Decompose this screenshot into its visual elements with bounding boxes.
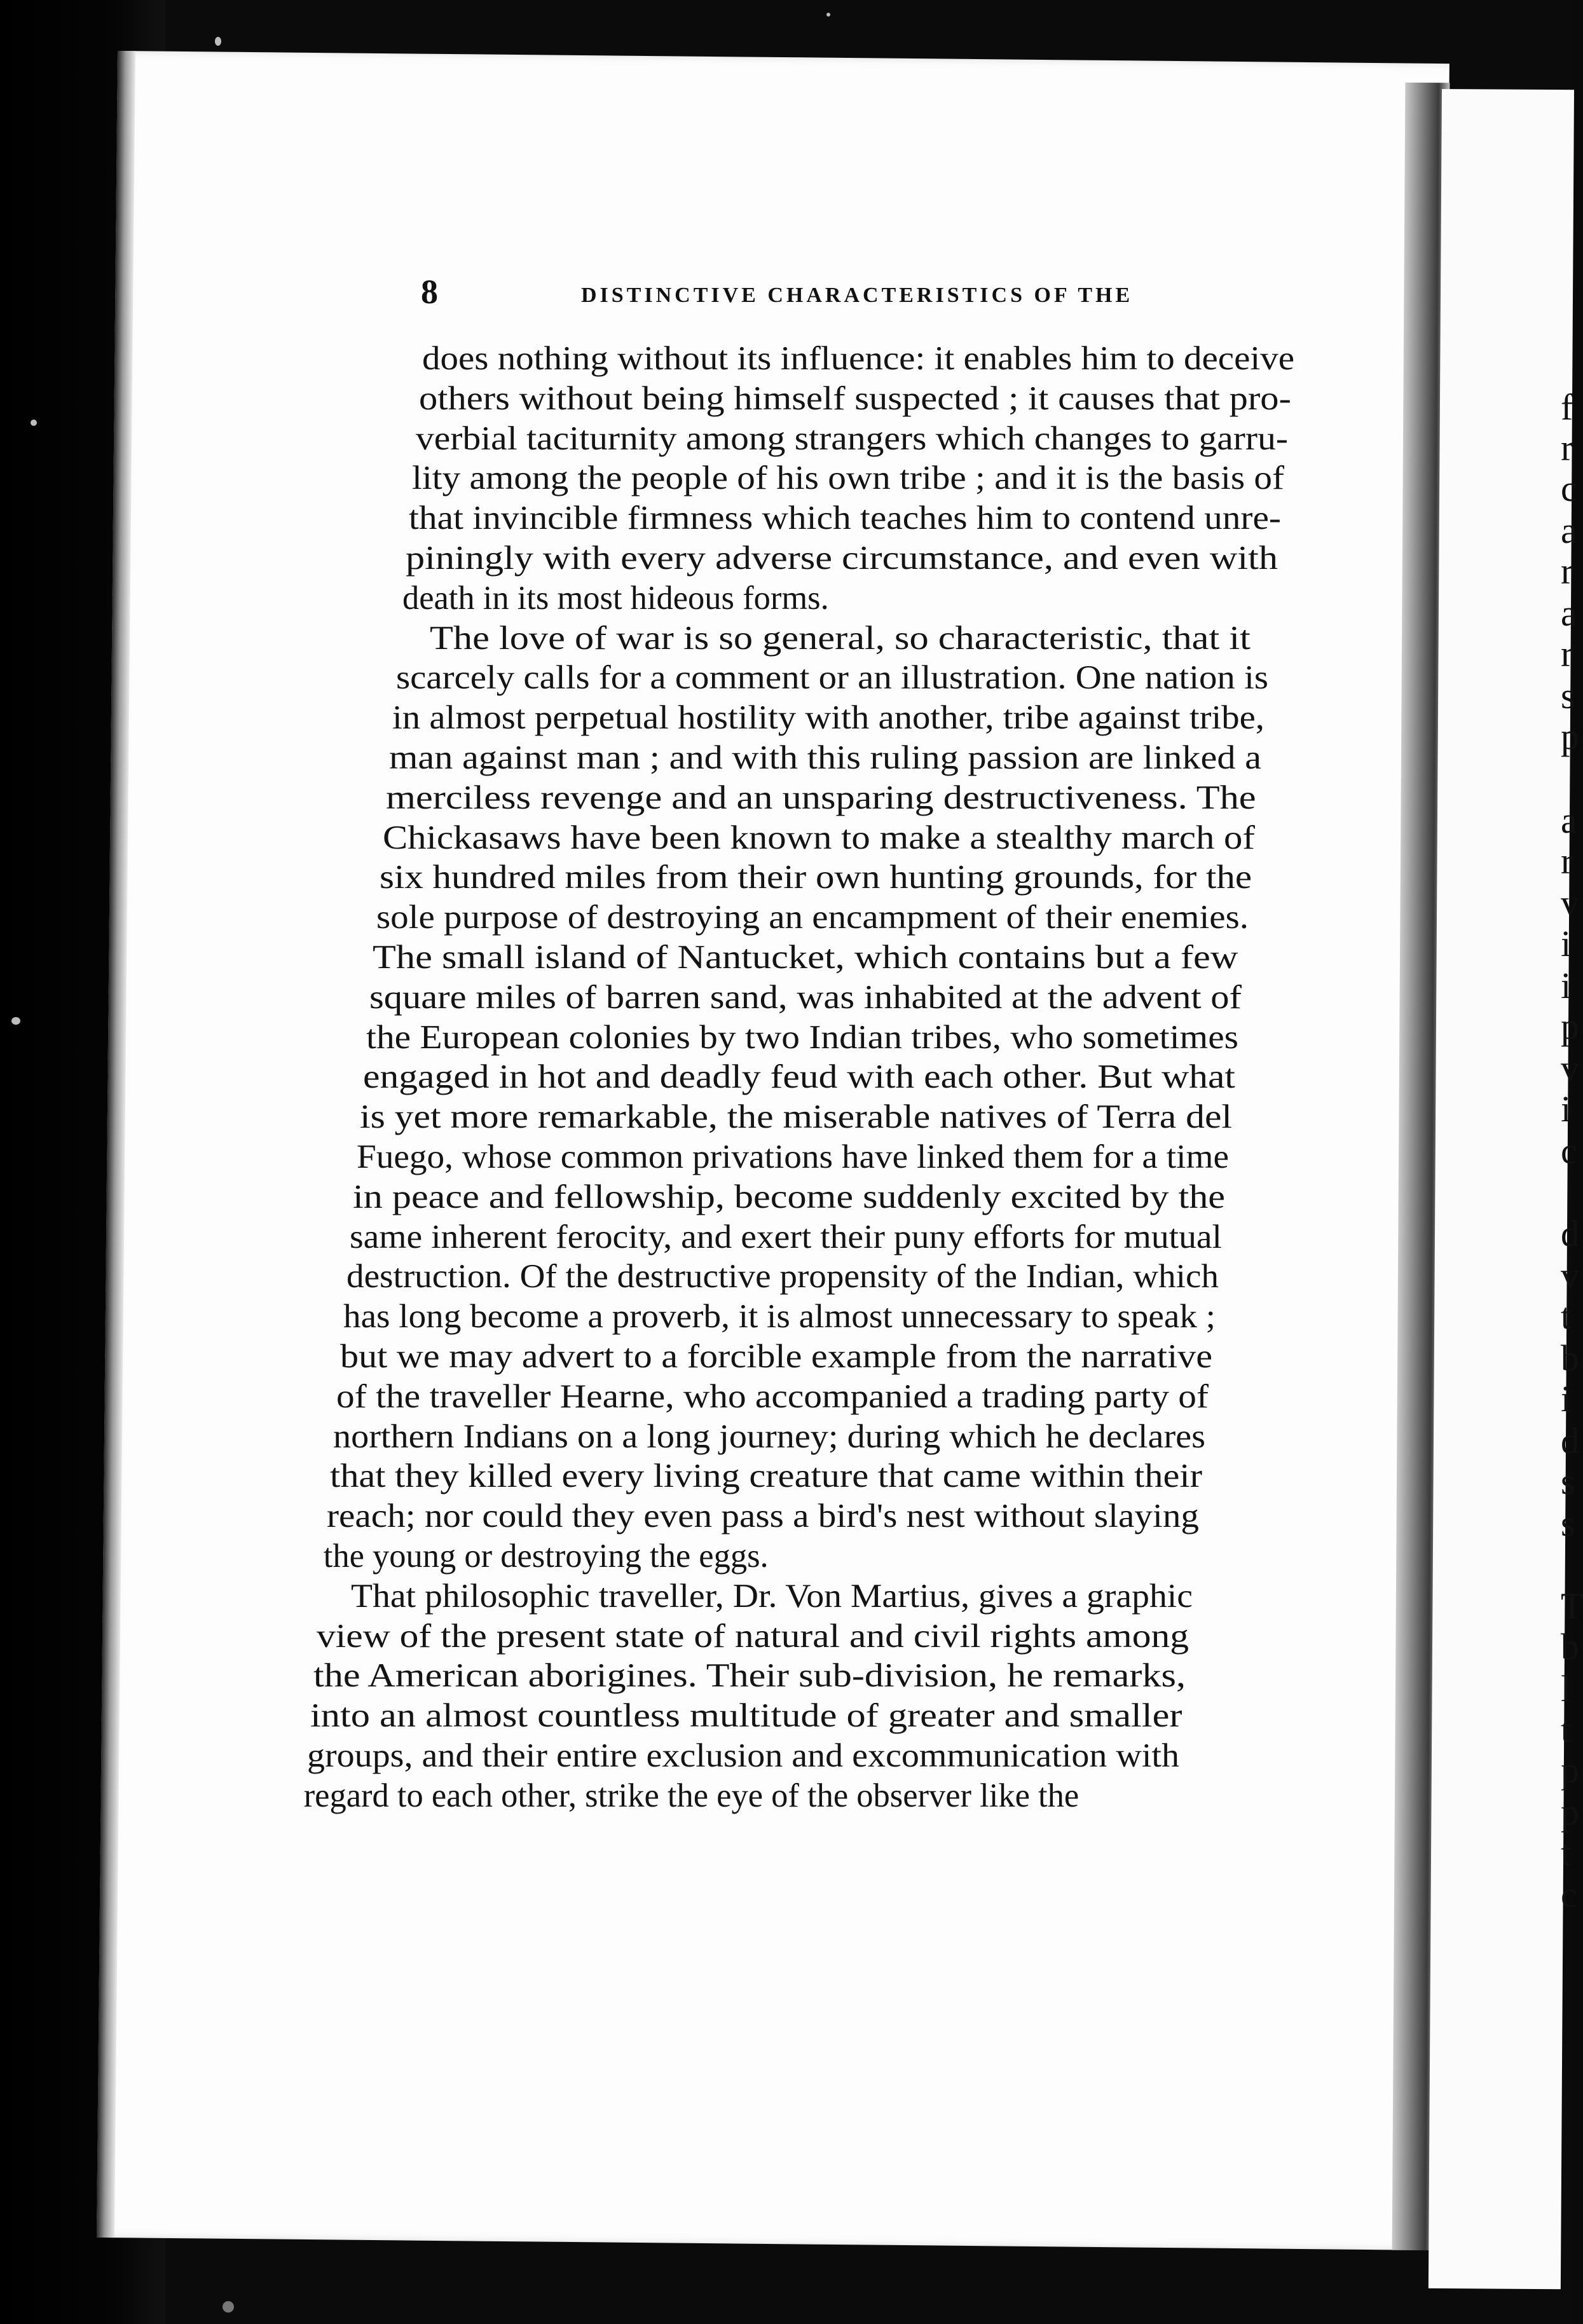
facing-page-fragment: i — [1561, 965, 1572, 1006]
body-line: scarcely calls for a comment or an illustration. One nation is — [395, 659, 1268, 697]
body-line: into an almost countless multitude of greater and smaller — [310, 1697, 1182, 1735]
facing-page-fragment: r — [1561, 550, 1573, 592]
body-line: The love of war is so general, so characteristic, that it — [429, 619, 1251, 657]
body-line: death in its most hideous forms. — [402, 579, 829, 617]
facing-page-fragment: t — [1561, 1295, 1572, 1337]
facing-page-fragment: v — [1561, 1255, 1579, 1296]
facing-page-fragment: T — [1561, 1585, 1583, 1627]
body-line: that they killed every living creature that came within their — [330, 1458, 1203, 1495]
facing-page-fragment: f — [1561, 386, 1573, 428]
facing-page-fragment: v — [1561, 1048, 1579, 1089]
body-line: man against man ; and with this ruling passion are linked a — [389, 739, 1262, 776]
facing-page-fragment: t — [1561, 1709, 1572, 1750]
facing-page-fragment: r — [1561, 840, 1573, 882]
facing-page-fragment: p — [1561, 716, 1579, 757]
body-line: of the traveller Hearne, who accompanied a trading party of — [336, 1377, 1209, 1415]
facing-page-fragment: c — [1561, 1130, 1577, 1172]
body-line: sole purpose of destroying an encampment of their enemies. — [376, 899, 1249, 936]
body-line: reach; nor could they even pass a bird's nest without slaying — [326, 1498, 1199, 1535]
body-line: Fuego, whose common privations have linked them for a time — [356, 1138, 1229, 1175]
facing-page-fragment: r — [1561, 427, 1573, 468]
facing-page-fragment: s — [1561, 1461, 1575, 1502]
body-line: has long become a proverb, it is almost unnecessary to speak ; — [343, 1298, 1216, 1336]
body-line: the American aborigines. Their sub-division, he remarks, — [313, 1657, 1186, 1695]
body-line: six hundred miles from their own hunting grounds, for the — [379, 859, 1252, 896]
facing-page-fragment: p — [1561, 1006, 1579, 1047]
scan-speck — [826, 13, 830, 17]
body-line: is yet more remarkable, the miserable natives of Terra del — [359, 1098, 1232, 1136]
facing-page-fragment: r — [1561, 633, 1573, 674]
body-line: The small island of Nantucket, which contains but a few — [373, 939, 1238, 976]
running-head — [421, 272, 1311, 317]
facing-page-fragment: s — [1561, 675, 1575, 716]
body-line: regard to each other, strike the eye of the observer like the — [303, 1777, 1079, 1814]
body-line: does nothing without its influence: it enables him to deceive — [422, 340, 1294, 377]
body-line: that invincible firmness which teaches him to contend unre- — [409, 500, 1282, 537]
body-line: That philosophic traveller, Dr. Von Martius, gives a graphic — [350, 1577, 1193, 1615]
body-line: Chickasaws have been known to make a stealthy march of — [382, 819, 1255, 856]
facing-page-fragment: i — [1561, 1378, 1572, 1419]
body-line: but we may advert to a forcible example from the narrative — [339, 1338, 1212, 1375]
facing-page-fragment: b — [1561, 1626, 1579, 1667]
facing-page-fragment: a — [1561, 800, 1577, 841]
body-line: the young or destroying the eggs. — [323, 1538, 769, 1575]
facing-page-fragment: t — [1561, 1832, 1572, 1873]
facing-page-fragment: l — [1561, 1668, 1572, 1709]
body-line: lity among the people of his own tribe ; and it is the basis of — [412, 460, 1285, 497]
body-line: others without being himself suspected ; it causes that pro- — [418, 379, 1291, 417]
facing-page-fragment: i — [1561, 923, 1572, 964]
body-line: same inherent ferocity, and exert their puny efforts for mutual — [350, 1218, 1223, 1255]
facing-page-fragment: p — [1561, 1749, 1579, 1791]
body-line: square miles of barren sand, was inhabited at the advent of — [369, 978, 1242, 1016]
body-line: engaged in hot and deadly feud with each other. But what — [362, 1058, 1235, 1096]
body-line: verbial taciturnity among strangers which changes to garru- — [415, 420, 1288, 457]
facing-page-fragment: d — [1561, 1420, 1579, 1461]
scan-speck — [31, 420, 37, 426]
facing-page-fragment: a — [1561, 592, 1577, 634]
body-line: merciless revenge and an unsparing destructiveness. The — [386, 779, 1256, 816]
body-line: groups, and their entire exclusion and excommunication with — [306, 1737, 1179, 1774]
facing-page-fragment: c — [1561, 468, 1577, 509]
facing-page-fragment: s — [1561, 1503, 1575, 1544]
body-line: view of the present state of natural and civil rights among — [317, 1617, 1189, 1655]
body-line: piningly with every adverse circumstance, and even with — [406, 540, 1278, 577]
facing-page-fragment: c — [1561, 1874, 1577, 1915]
body-line: in peace and fellowship, become suddenly excited by the — [353, 1178, 1226, 1215]
facing-page — [1429, 89, 1574, 2289]
scan-speck — [223, 2301, 234, 2313]
body-line: in almost perpetual hostility with another, tribe against tribe, — [392, 699, 1265, 737]
facing-page-fragment: b — [1561, 1337, 1579, 1379]
scan-speck — [215, 37, 221, 46]
facing-page-fragment: i — [1561, 1088, 1572, 1130]
page-number: 8 — [421, 273, 438, 311]
facing-page-fragment: d — [1561, 1213, 1579, 1254]
facing-page-fragment: a — [1561, 510, 1577, 551]
facing-page-fragment: p — [1561, 1791, 1579, 1833]
scan-speck — [11, 1017, 20, 1025]
running-head-title: DISTINCTIVE CHARACTERISTICS OF THE — [581, 284, 1134, 307]
body-line: destruction. Of the destructive propensity of the Indian, which — [346, 1258, 1219, 1295]
body-line: northern Indians on a long journey; during which he declares — [333, 1418, 1206, 1455]
facing-page-fragment: v — [1561, 882, 1579, 924]
body-line: the European colonies by two Indian tribes, who sometimes — [366, 1018, 1239, 1056]
